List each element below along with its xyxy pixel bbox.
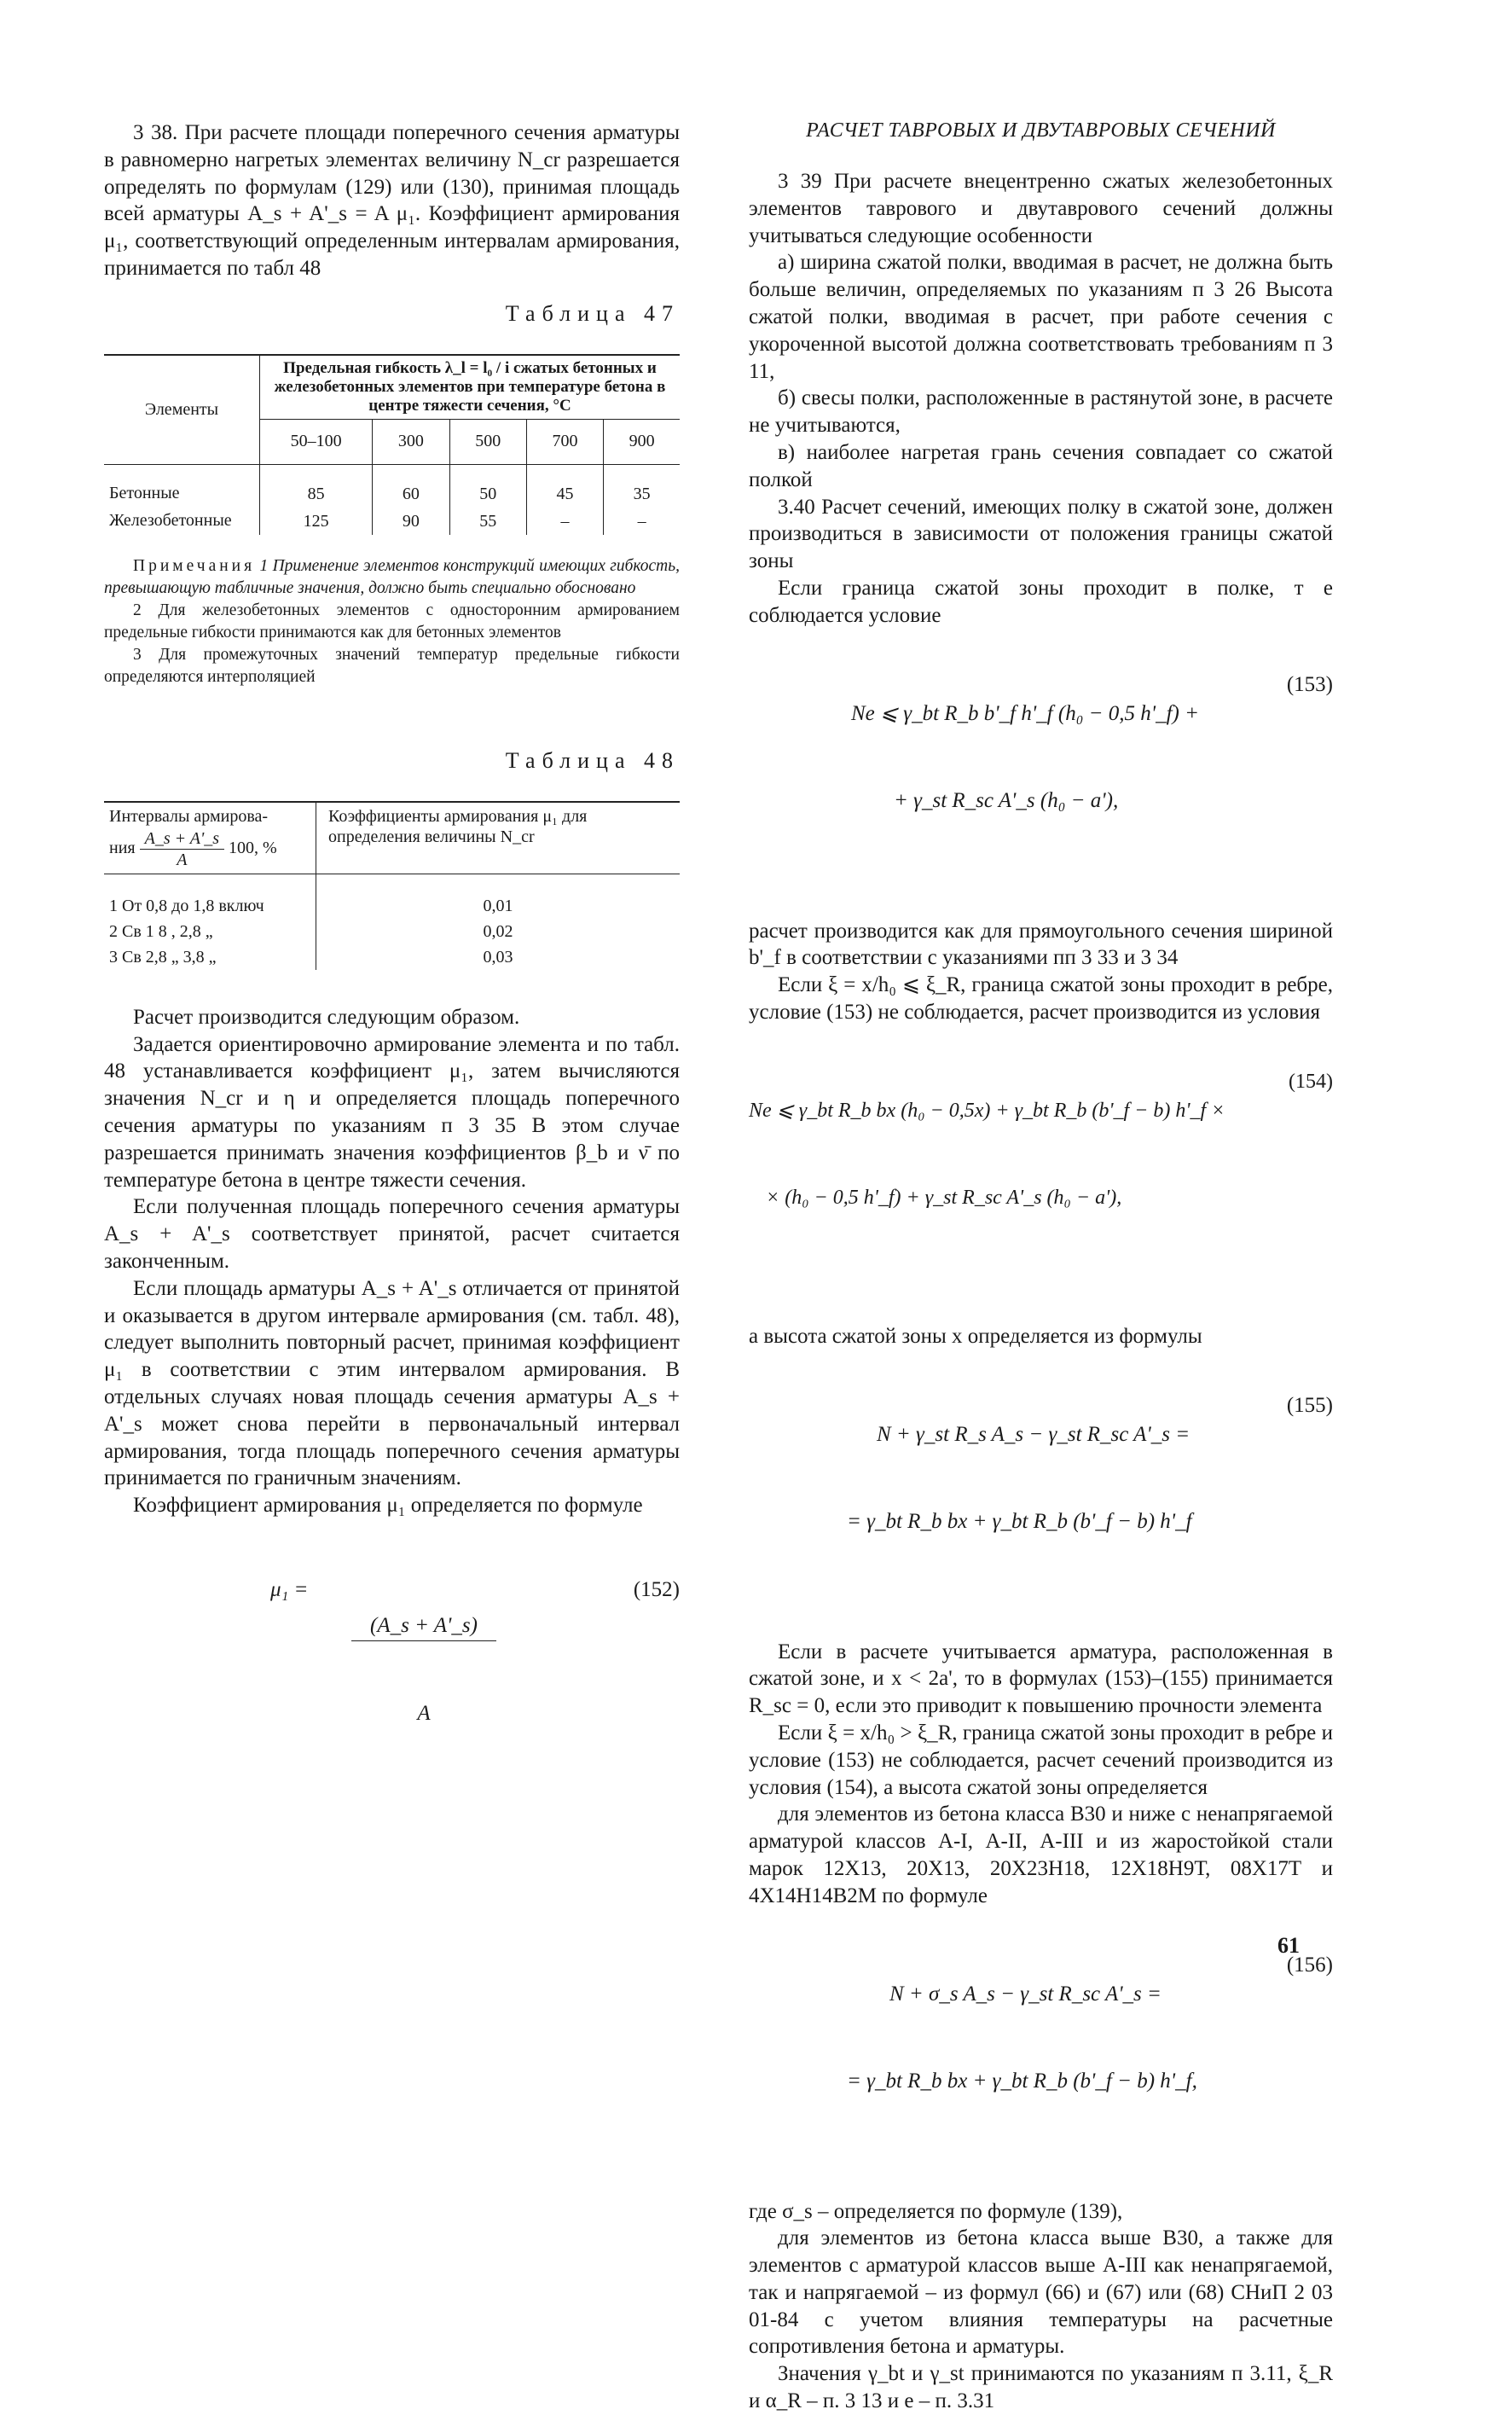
- table-48-col-coef: Коэффициенты армирования μ₁ для определения величины N_cr: [316, 802, 681, 874]
- formula-155: N + γ_st R_s A_s − γ_st R_sc A'_s = = γ_bt R_b bx + γ_bt R_b (b'_f − b) h'_f (155): [847, 1393, 1333, 1533]
- paragraph-b: б) свесы полки, расположенные в растянутой зоне, в расчете не учитываются,: [749, 386, 1333, 438]
- paragraph-where: где σ_s – определяется по формуле (139),: [749, 2199, 1123, 2223]
- temp-cell: 50–100: [260, 419, 373, 464]
- paragraph-height: а высота сжатой зоны x определяется из формулы: [749, 1324, 1202, 1348]
- table-cell: 55: [449, 508, 526, 535]
- table-row: [104, 944, 680, 970]
- paragraph-b30: для элементов из бетона класса В30 и ниже с ненапрягаемой арматурой классов А-I, А-II, А-III и из жаростойкой стали марок 12Х13, 20Х13, 20Х23Н18, 12Х18Н9Т, 08Х17Т и 4Х14Н14В2М по формуле: [749, 1803, 1333, 1907]
- table-cell: –: [604, 508, 680, 535]
- row-label: Бетонные: [109, 484, 180, 503]
- paragraph-rebro: Если ξ = x/h₀ ⩽ ξ_R, граница сжатой зоны проходит в ребре, условие (153) не соблюдается, расчет производится из условия: [749, 973, 1333, 1024]
- paragraph-arm: Если в расчете учитывается арматура, расположенная в сжатой зоне, и x < 2a', то в формулах (153)–(155) принимается R_sc = 0, если это приводит к повышению прочности элемента: [749, 1640, 1333, 1718]
- formula-153: Ne ⩽ γ_bt R_b b'_f h'_f (h₀ − 0,5 h'_f) + + γ_st R_sc A'_s (h₀ − a'), (153): [851, 672, 1333, 812]
- table-47-caption: Таблица 47: [505, 300, 680, 326]
- table-cell: 90: [373, 508, 449, 535]
- coef-cell: 0,03: [483, 947, 513, 967]
- note-3: 3 Для промежуточных значений температур предельные гибкости определяются интерполяцией: [104, 645, 680, 686]
- table-48-caption: Таблица 48: [505, 747, 680, 773]
- table-cell: 45: [526, 480, 603, 508]
- left-column: [104, 119, 680, 1725]
- temp-cell: 700: [526, 419, 603, 464]
- temp-cell: 300: [373, 419, 449, 464]
- paragraph-3-38: 3 38. При расчете площади поперечного сечения арматуры в равномерно нагретых элементах величину N_cr разрешается определять по формулам (129) или (130), принимая площадь всей арматуры A_s + A'_s = A μ₁. Коэффициент армирования μ₁, соответствующий определенным интервалам армирования, принимается по табл 48: [104, 121, 680, 280]
- paragraph-if-match: Если полученная площадь поперечного сечения арматуры A_s + A'_s соответствует принятой, расчет считается законченным.: [104, 1195, 680, 1273]
- table-row: [104, 480, 680, 508]
- fraction: $\frac{A\_s + A'\_s}{A}$: [140, 828, 224, 870]
- table-48-col-interval: Интервалы армирова- ния $\frac{A\_s + A'\_s}{A}$ 100, %: [104, 802, 316, 874]
- page-number: 61: [1277, 1933, 1300, 1958]
- paragraph-values: Значения γ_bt и γ_st принимаются по указаниям п 3.11, ξ_R и α_R – п. 3 13 и e – п. 3.31: [749, 2362, 1333, 2413]
- table-row: [104, 919, 680, 944]
- interval-cell: 3 Св 2,8 „ 3,8 „: [104, 944, 316, 970]
- table-47-header: Предельная гибкость λ_l = l₀ / i сжатых бетонных и железобетонных элементов при температуре бетона в центре тяжести сечения, °С: [260, 355, 681, 420]
- table-cell: 60: [373, 480, 449, 508]
- paragraph-above-b30: для элементов из бетона класса выше В30, а также для элементов с арматурой классов выше А-III как ненапрягаемой, так и напрягаемой – из формул (66) и (67) или (68) СНиП 2 03 01-84 с учетом влияния температуры на расчетные сопротивления бетона и арматуры.: [749, 2226, 1333, 2359]
- paragraph-set: Задается ориентировочно армирование элемента и по табл. 48 устанавливается коэффициент μ₁, затем вычисляются значения N_cr и η и определяется площадь поперечного сечения арматуры по указаниям п 3 35 В этом случае разрешается принимать значения коэффициентов β_b и ν̄ по температуре бетона в центре тяжести сечения.: [104, 1032, 680, 1192]
- table-47: [104, 354, 680, 535]
- paragraph-if-differ: Если площадь арматуры A_s + A'_s отличается от принятой и оказывается в другом интервале армирования (см. табл. 48), следует выполнить повторный расчет, принимая коэффициент μ₁ в соответствии с этим интервалом армирования. В отдельных случаях новая площадь сечения арматуры A_s + A'_s может снова перейти в первоначальный интервал армирования, тогда площадь поперечного сечения арматуры принимается по граничным значениям.: [104, 1276, 680, 1490]
- table-47-notes: [104, 555, 680, 688]
- paragraph-xi: Если ξ = x/h₀ > ξ_R, граница сжатой зоны проходит в ребре и условие (153) не соблюдается, расчет сечений производится из условия (154), а высота сжатой зоны определяется: [749, 1721, 1333, 1799]
- fraction: $\frac{(A\_s + A'\_s)}{A}$: [351, 1553, 496, 1786]
- paragraph-polka: Если граница сжатой зоны проходит в полке, т е соблюдается условие: [749, 576, 1333, 627]
- formula-156: N + σ_s A_s − γ_st R_sc A'_s = = γ_bt R_b bx + γ_bt R_b (b'_f − b) h'_f, (156): [847, 1953, 1333, 2093]
- paragraph-calc: Расчет производится следующим образом.: [133, 1005, 520, 1029]
- interval-cell: 1 От 0,8 до 1,8 включ: [104, 893, 316, 919]
- row-label: Железобетонные: [109, 511, 232, 531]
- table-row: [104, 508, 680, 535]
- paragraph-a: а) ширина сжатой полки, вводимая в расчет, не должна быть больше величин, определяемых по указаниям п 3 26 Высота сжатой полки, вводимая в расчет, при работе сечения с укороченной высотой должна соответствовать требованиям п 3 11,: [749, 251, 1333, 383]
- table-cell: 35: [604, 480, 680, 508]
- table-cell: –: [526, 508, 603, 535]
- paragraph-v: в) наиболее нагретая грань сечения совпадает со сжатой полкой: [749, 440, 1333, 491]
- table-cell: 50: [449, 480, 526, 508]
- note-1: 1 Применение элементов конструкций имеющих гибкость, превышающую табличные значения, должно быть специально обосновано: [104, 556, 680, 597]
- temp-cell: 500: [449, 419, 526, 464]
- coef-cell: 0,02: [483, 921, 513, 941]
- section-header: РАСЧЕТ ТАВРОВЫХ И ДВУТАВРОВЫХ СЕЧЕНИЙ: [806, 119, 1276, 142]
- interval-cell: 2 Св 1 8 , 2,8 „: [104, 919, 316, 944]
- table-48: [104, 801, 680, 970]
- paragraph-3-39: 3 39 При расчете внецентренно сжатых железобетонных элементов таврового и двутаврового сечений должны учитываться следующие особенности: [749, 170, 1333, 247]
- table-cell: 85: [260, 480, 373, 508]
- temp-cell: 900: [604, 419, 680, 464]
- coef-cell: 0,01: [483, 896, 513, 915]
- formula-154: Ne ⩽ γ_bt R_b bx (h₀ − 0,5x) + γ_bt R_b (b'_f − b) h'_f × × (h₀ − 0,5 h'_f) + γ_st R_sc A'_s (h₀ − a'), (154): [749, 1070, 1333, 1209]
- notes-title: Примечания: [133, 556, 256, 575]
- paragraph-rect: расчет производится как для прямоугольного сечения шириной b'_f в соответствии с указаниями пп 3 33 и 3 34: [749, 919, 1333, 970]
- paragraph-coef: Коэффициент армирования μ₁ определяется по формуле: [133, 1494, 643, 1518]
- note-2: 2 Для железобетонных элементов с односторонним армированием предельные гибкости принимаются как для бетонных элементов: [104, 601, 680, 641]
- right-column: [749, 119, 1333, 2415]
- table-47-col-elements: Элементы: [104, 355, 260, 465]
- table-cell: 125: [260, 508, 373, 535]
- table-row: [104, 893, 680, 919]
- formula-152: μ₁ = $\frac{(A\_s + A'\_s)}{A}$ (152): [104, 1553, 680, 1630]
- paragraph-3-40: 3.40 Расчет сечений, имеющих полку в сжатой зоне, должен производиться в зависимости от положения границы сжатой зоны: [749, 495, 1333, 573]
